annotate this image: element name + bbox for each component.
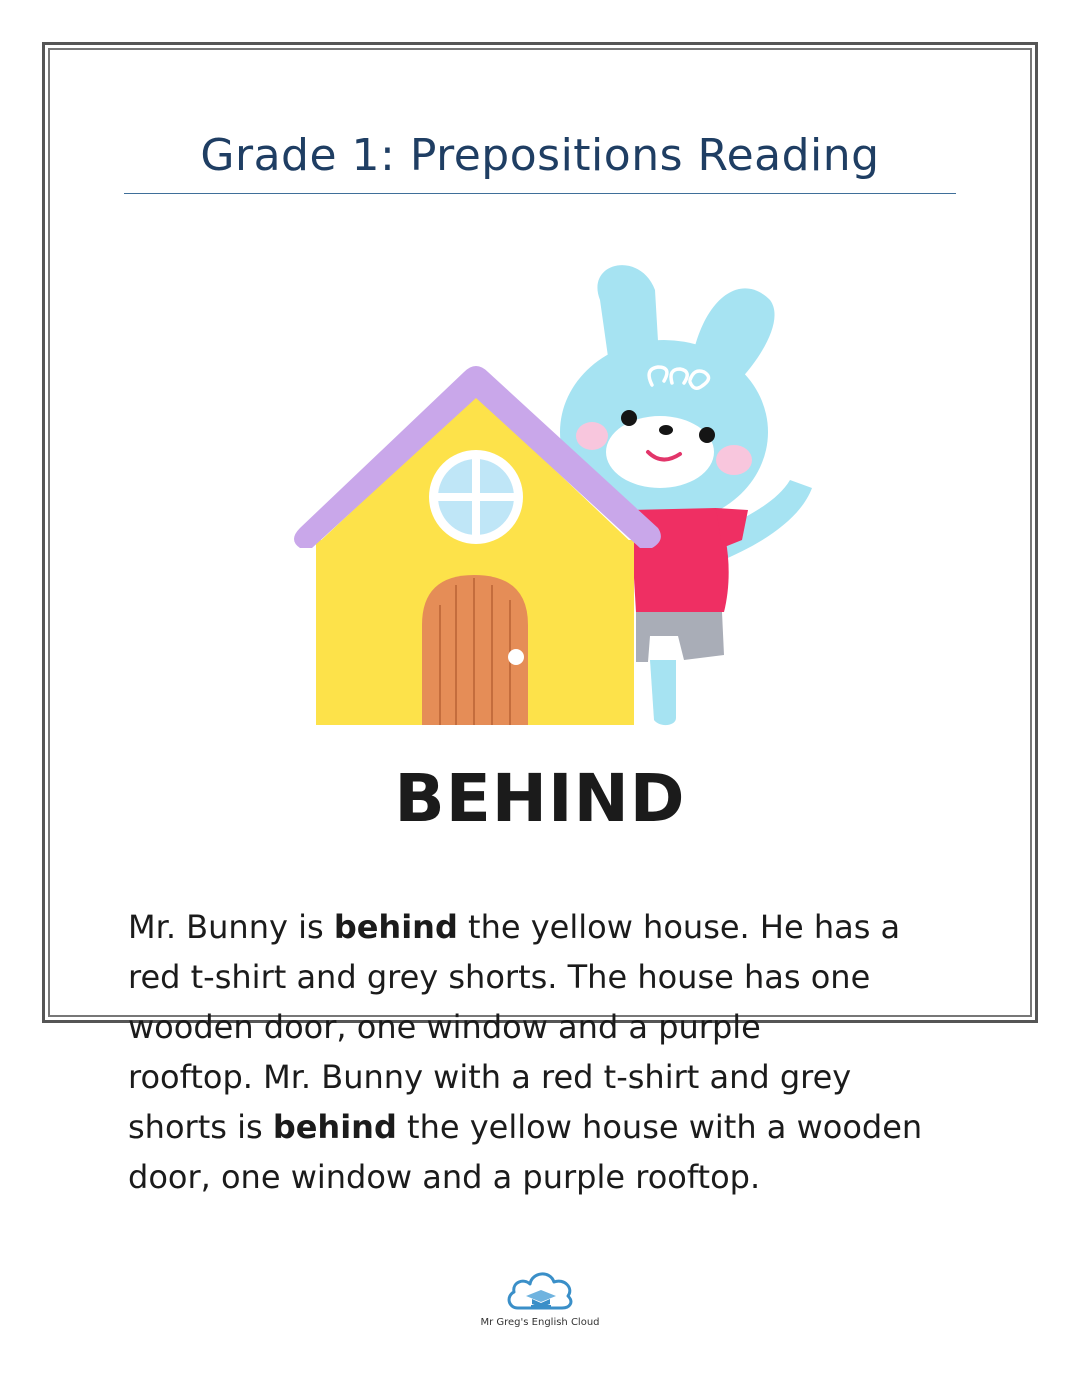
logo-text: Mr Greg's English Cloud <box>480 1317 600 1328</box>
reading-text: red t-shirt and grey shorts. The house has one <box>128 958 871 996</box>
reading-text: door, one window and a purple rooftop. <box>128 1158 761 1196</box>
reading-line <box>128 1052 968 1102</box>
reading-text: rooftop. Mr. Bunny with a red t-shirt and grey <box>128 1058 852 1096</box>
reading-text: shorts is <box>128 1108 273 1146</box>
reading-line <box>128 1152 968 1202</box>
bunny-behind-house-illustration <box>280 250 840 730</box>
highlighted-preposition: behind <box>272 1108 397 1146</box>
reading-line <box>128 902 968 952</box>
reading-line <box>128 1002 968 1052</box>
preposition-word: BEHIND <box>394 760 686 837</box>
reading-text: the yellow house. He has a <box>457 908 901 946</box>
reading-text: wooden door, one window and a purple <box>128 1008 761 1046</box>
publisher-logo <box>470 1262 610 1340</box>
reading-passage <box>128 902 968 1202</box>
title-divider <box>124 193 956 194</box>
reading-line <box>128 1102 968 1152</box>
highlighted-preposition: behind <box>333 908 458 946</box>
reading-text: Mr. Bunny is <box>128 908 334 946</box>
page-title: Grade 1: Prepositions Reading <box>200 130 880 181</box>
cloud-graduation-cap-icon <box>504 1262 576 1314</box>
reading-text: the yellow house with a wooden <box>396 1108 923 1146</box>
reading-line <box>128 952 968 1002</box>
